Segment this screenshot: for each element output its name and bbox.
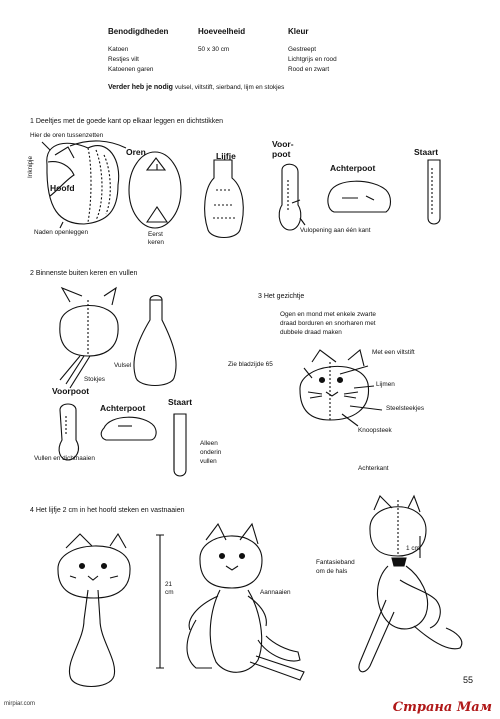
label-front-leg-2: poot <box>272 149 291 159</box>
note-fill-opening: Vulopening aan één kant <box>300 227 371 234</box>
label-inknip: Inknipje <box>27 155 34 178</box>
label-turn: keren <box>148 239 164 246</box>
table-cell: 50 x 30 cm <box>198 46 230 53</box>
label-fancy-ribbon-1: Fantasieband <box>316 559 355 566</box>
hind-leg-pattern-piece <box>328 181 391 212</box>
tail-pattern-piece <box>428 160 440 224</box>
assembly-back-view <box>359 496 462 672</box>
label-front-leg: Voorpoot <box>52 386 90 396</box>
note-only-2: onderin <box>200 449 222 456</box>
table-header-color: Kleur <box>288 27 309 36</box>
label-back-side: Achterkant <box>358 465 389 472</box>
step3-desc-3: dubbele draad maken <box>280 329 342 336</box>
label-21: 21 <box>165 581 173 588</box>
note-open-seams: Naden openleggen <box>34 229 89 236</box>
note-fill-close: Vullen en dichtnaaien <box>34 455 95 462</box>
label-fancy-ribbon-2: om de hals <box>316 568 348 575</box>
label-knot-stitch: Knoopsteek <box>358 427 392 434</box>
stuffed-head <box>60 288 118 388</box>
label-cm: cm <box>165 589 174 596</box>
label-head: Hoofd <box>50 183 75 193</box>
extra-supplies-label: Verder heb je nodig <box>108 84 173 91</box>
table-cell: Restjes vilt <box>108 56 139 63</box>
ears-pattern <box>129 152 181 228</box>
label-ears: Oren <box>126 147 146 157</box>
stuffed-front-leg <box>59 404 78 460</box>
label-stem-stitch: Steelsteekjes <box>386 405 425 412</box>
body-pattern-piece <box>205 160 244 238</box>
table-cell: Katoenen garen <box>108 66 154 73</box>
label-body: Lijfje <box>216 151 236 161</box>
step4-heading: 4 Het lijfje 2 cm in het hoofd steken en vastnaaien <box>30 507 185 514</box>
cat-face-diagram <box>300 350 382 426</box>
step3-heading: 3 Het gezichtje <box>258 293 305 300</box>
label-see-page: Zie bladzijde 65 <box>228 361 273 368</box>
watermark-right: Страна Мам <box>392 700 492 715</box>
label-hind-leg: Achterpoot <box>330 163 376 173</box>
extra-supplies-line <box>108 84 284 91</box>
step3-desc-2: draad borduren en snorharen met <box>280 320 376 327</box>
table-cell: Katoen <box>108 46 129 53</box>
stuffed-hind-leg <box>101 417 156 440</box>
label-tail: Staart <box>414 147 439 157</box>
label-first: Eerst <box>148 231 163 238</box>
table-header-amount: Hoeveelheid <box>198 27 246 36</box>
watermark-left: mirpiar.com <box>4 701 36 707</box>
table-cell: Lichtgrijs en rood <box>288 56 337 63</box>
extra-supplies-text: vulsel, viltstift, sierband, lijm en stokjes <box>174 84 285 91</box>
label-stuffing: Vulsel <box>114 362 132 369</box>
label-1cm: 1 cm <box>406 545 420 552</box>
note-only-1: Alleen <box>200 440 218 447</box>
stuffed-body <box>134 296 176 386</box>
page-number: 55 <box>463 675 474 685</box>
note-ears: Hier de oren tussenzetten <box>30 132 104 139</box>
table-cell: Gestreept <box>288 46 317 53</box>
pointer-line <box>300 218 305 225</box>
label-marker: Met een viltstift <box>372 349 415 356</box>
assembly-front-view <box>58 534 130 687</box>
stuffed-tail <box>174 414 186 476</box>
assembly-seated-cat <box>156 524 304 680</box>
table-cell: Rood en zwart <box>288 66 330 73</box>
step2-heading: 2 Binnenste buiten keren en vullen <box>30 270 138 277</box>
table-header-supplies: Benodigdheden <box>108 27 169 36</box>
step3-desc-1: Ogen en mond met enkele zwarte <box>280 311 376 318</box>
label-glue: Lijmen <box>376 381 395 388</box>
label-tail: Staart <box>168 397 193 407</box>
label-sew-on: Aannaaien <box>260 589 291 596</box>
front-leg-pattern-piece <box>279 164 301 230</box>
step1-heading: 1 Deeltjes met de goede kant op elkaar leggen en dichtstikken <box>30 118 224 125</box>
pointer-line <box>60 222 63 228</box>
label-front-leg-1: Voor- <box>272 139 294 149</box>
label-sticks: Stokjes <box>84 376 105 383</box>
label-hind-leg: Achterpoot <box>100 403 146 413</box>
note-only-3: vullen <box>200 458 217 465</box>
